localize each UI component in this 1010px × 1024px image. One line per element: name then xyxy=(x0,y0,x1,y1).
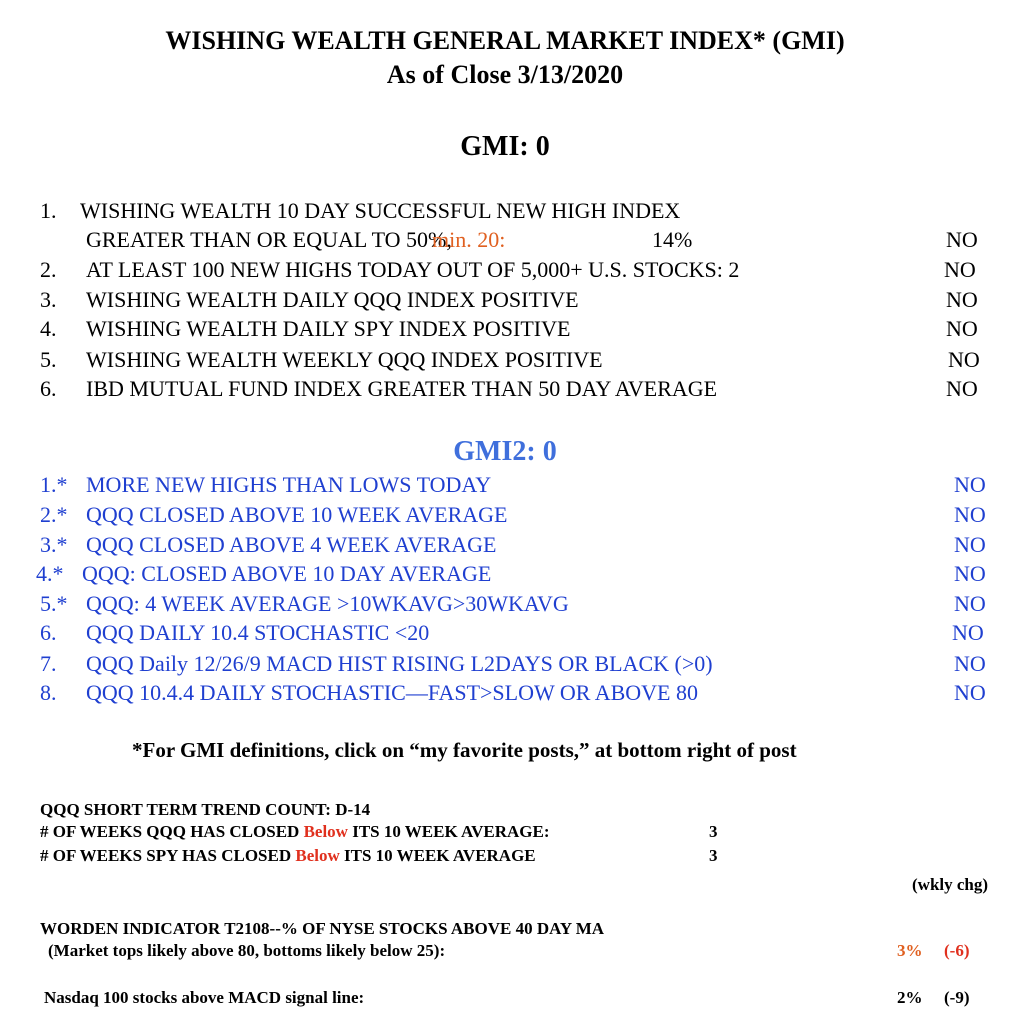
gmi-item-value: NO xyxy=(944,257,976,282)
nasdaq-change: (-9) xyxy=(944,988,970,1007)
gmi2-item-num: 4.* xyxy=(36,561,64,586)
worden-value: 3% xyxy=(897,941,923,960)
worden-title: WORDEN INDICATOR T2108--% OF NYSE STOCKS ABOVE 40 DAY MA xyxy=(40,919,605,938)
gmi2-item-text: QQQ 10.4.4 DAILY STOCHASTIC—FAST>SLOW OR ABOVE 80 xyxy=(86,680,698,705)
qqq-below-word: Below xyxy=(303,822,348,841)
gmi2-item-value: NO xyxy=(952,620,984,645)
gmi2-item-num: 2.* xyxy=(40,502,68,527)
gmi-item-num: 3. xyxy=(40,287,57,312)
gmi2-item-num: 1.* xyxy=(40,472,68,497)
gmi-item-text: WISHING WEALTH 10 DAY SUCCESSFUL NEW HIGH INDEX xyxy=(80,198,681,223)
definitions-footnote: *For GMI definitions, click on “my favorite posts,” at bottom right of post xyxy=(132,738,797,762)
gmi-item-value: NO xyxy=(946,227,978,252)
gmi2-item-text: QQQ: CLOSED ABOVE 10 DAY AVERAGE xyxy=(82,561,492,586)
gmi-item-num: 5. xyxy=(40,347,57,372)
gmi2-item-num: 8. xyxy=(40,680,57,705)
gmi-item-text: WISHING WEALTH DAILY SPY INDEX POSITIVE xyxy=(86,316,571,341)
gmi2-item-text: QQQ CLOSED ABOVE 10 WEEK AVERAGE xyxy=(86,502,508,527)
spy-weeks-label: # OF WEEKS SPY HAS CLOSED Below ITS 10 WEEK AVERAGE xyxy=(40,846,536,865)
gmi2-item-value: NO xyxy=(954,532,986,557)
gmi2-item-value: NO xyxy=(954,591,986,616)
gmi-min-label: min. 20: xyxy=(432,227,506,252)
trend-count: QQQ SHORT TERM TREND COUNT: D-14 xyxy=(40,800,371,819)
page-subtitle: As of Close 3/13/2020 xyxy=(386,60,624,89)
spy-weeks-value: 3 xyxy=(709,846,718,865)
gmi-item-num: 4. xyxy=(40,316,57,341)
gmi-item-num: 1. xyxy=(40,198,57,223)
gmi2-item-text: QQQ: 4 WEEK AVERAGE >10WKAVG>30WKAVG xyxy=(86,591,569,616)
gmi-pct-value: 14% xyxy=(652,227,693,252)
qqq-weeks-label: # OF WEEKS QQQ HAS CLOSED Below ITS 10 WEEK AVERAGE: xyxy=(40,822,550,841)
gmi2-item-value: NO xyxy=(954,472,986,497)
gmi-item-text: WISHING WEALTH DAILY QQQ INDEX POSITIVE xyxy=(86,287,579,312)
gmi2-item-text: QQQ Daily 12/26/9 MACD HIST RISING L2DAYS OR BLACK (>0) xyxy=(86,651,713,676)
gmi-item-num: 2. xyxy=(40,257,57,282)
gmi-item-text: AT LEAST 100 NEW HIGHS TODAY OUT OF 5,000+ U.S. STOCKS: 2 xyxy=(86,257,740,282)
gmi2-item-text: QQQ CLOSED ABOVE 4 WEEK AVERAGE xyxy=(86,532,497,557)
gmi-item-value: NO xyxy=(946,376,978,401)
qqq-weeks-value: 3 xyxy=(709,822,718,841)
gmi2-item-text: QQQ DAILY 10.4 STOCHASTIC <20 xyxy=(86,620,430,645)
gmi2-item-value: NO xyxy=(954,651,986,676)
gmi-score: GMI: 0 xyxy=(460,131,550,162)
weekly-change-header: (wkly chg) xyxy=(912,875,989,894)
gmi2-item-num: 3.* xyxy=(40,532,68,557)
page-title: WISHING WEALTH GENERAL MARKET INDEX* (GMI) xyxy=(165,26,845,55)
gmi2-item-num: 6. xyxy=(40,620,57,645)
nasdaq-label: Nasdaq 100 stocks above MACD signal line: xyxy=(44,988,365,1007)
gmi2-score: GMI2: 0 xyxy=(453,436,557,467)
gmi2-item-text: MORE NEW HIGHS THAN LOWS TODAY xyxy=(86,472,492,497)
gmi2-item-value: NO xyxy=(954,561,986,586)
gmi2-item-value: NO xyxy=(954,680,986,705)
gmi-item-value: NO xyxy=(946,287,978,312)
gmi-item-text: IBD MUTUAL FUND INDEX GREATER THAN 50 DAY AVERAGE xyxy=(86,376,718,401)
gmi2-item-num: 7. xyxy=(40,651,57,676)
worden-change: (-6) xyxy=(944,941,970,960)
gmi-item-text-cont: GREATER THAN OR EQUAL TO 50%, xyxy=(86,227,452,252)
nasdaq-value: 2% xyxy=(897,988,923,1007)
gmi-item-num: 6. xyxy=(40,376,57,401)
spy-below-word: Below xyxy=(295,846,340,865)
gmi-item-text: WISHING WEALTH WEEKLY QQQ INDEX POSITIVE xyxy=(86,347,603,372)
gmi-item-value: NO xyxy=(946,316,978,341)
worden-subtitle: (Market tops likely above 80, bottoms likely below 25): xyxy=(48,941,446,960)
gmi2-item-num: 5.* xyxy=(40,591,68,616)
gmi2-item-value: NO xyxy=(954,502,986,527)
gmi-item-value: NO xyxy=(948,347,980,372)
